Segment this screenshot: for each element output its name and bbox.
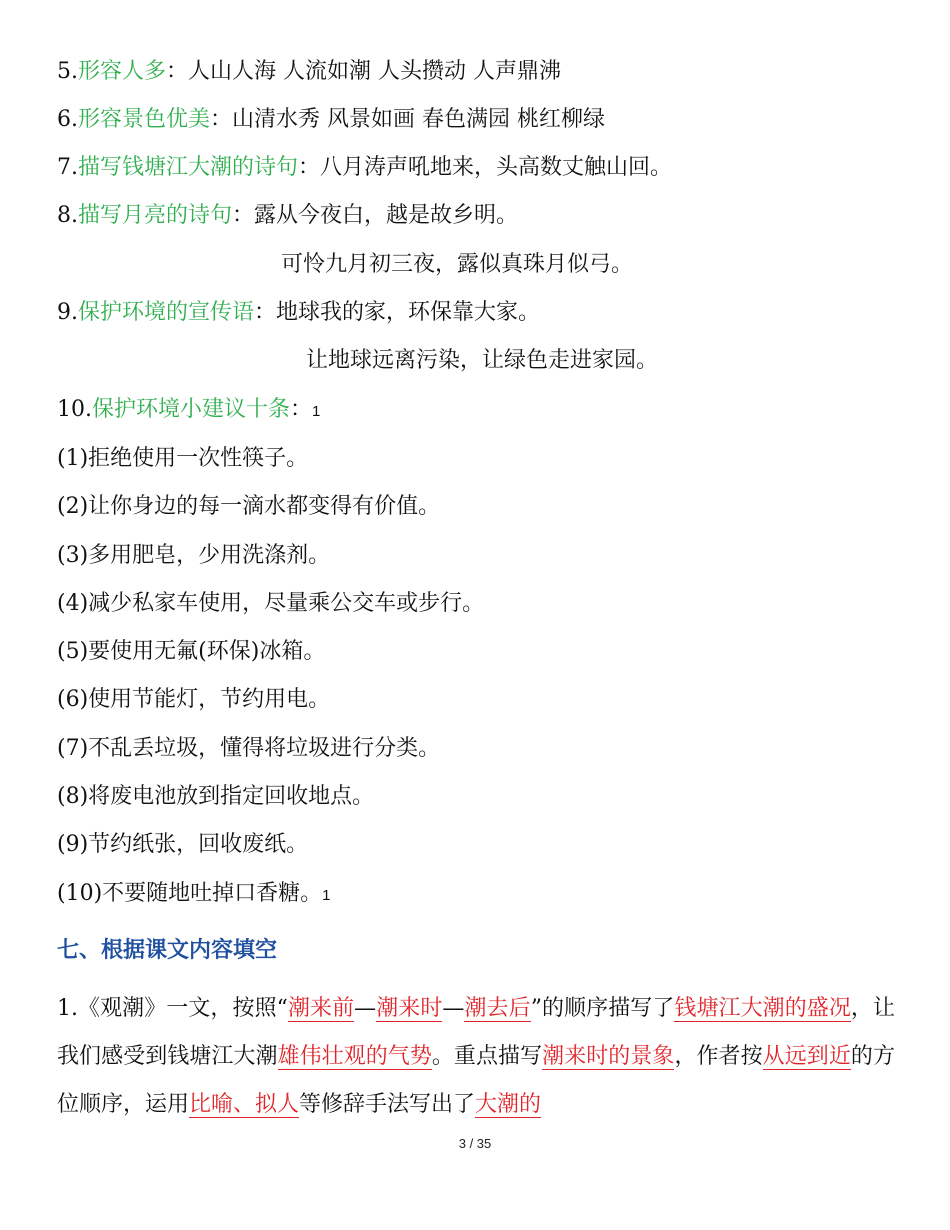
item-text: 山清水秀 风景如画 春色满园 桃红柳绿: [232, 107, 606, 132]
item-number: 6.: [57, 107, 78, 132]
tip-item: (3)多用肥皂，少用洗涤剂。: [57, 543, 331, 568]
item-number: 5.: [57, 59, 78, 84]
item-9: 9.保护环境的宣传语：地球我的家，环保靠大家。: [57, 300, 541, 325]
tip-item: (1)拒绝使用一次性筷子。: [57, 446, 309, 471]
item-6: 6.形容景色优美：山清水秀 风景如画 春色满园 桃红柳绿: [57, 107, 606, 132]
tip-item: (6)使用节能灯，节约用电。: [57, 687, 331, 712]
item-label: 形容人多: [78, 59, 167, 84]
answer: 潮来时: [376, 996, 443, 1021]
fill-in-paragraph: 1.《观潮》一文，按照“潮来前—潮来时—潮去后”的顺序描写了钱塘江大潮的盛况，让我们感受到钱塘江大潮雄伟壮观的气势。重点描写潮来时的景象，作者按从远到近的方位顺序，运用比喻、拟人等修辞手法写出了大潮的: [57, 996, 895, 1117]
item-text: 露从今夜白，越是故乡明。: [254, 203, 519, 228]
item-text: 八月涛声吼地来，头高数丈触山回。: [320, 155, 673, 180]
page-number: 3 / 35: [458, 1136, 492, 1151]
item-number: 10.: [57, 397, 92, 422]
section-heading: 七、根据课文内容填空: [57, 938, 278, 963]
marker: 1: [322, 887, 331, 904]
answer: 比喻、拟人: [189, 1092, 300, 1117]
item-9-continuation: 让地球远离污染，让绿色走进家园。: [306, 348, 659, 373]
answer: 钱塘江大潮的盛况: [674, 996, 851, 1021]
item-label: 形容景色优美: [78, 107, 211, 132]
marker: 1: [312, 403, 321, 420]
answer: 潮来时的景象: [542, 1044, 675, 1069]
answer: 雄伟壮观的气势: [277, 1044, 432, 1069]
item-text: 地球我的家，环保靠大家。: [276, 300, 541, 325]
item-number: 7.: [57, 155, 78, 180]
item-8: 8.描写月亮的诗句：露从今夜白，越是故乡明。: [57, 203, 519, 228]
answer: 潮去后: [464, 996, 531, 1021]
tip-item: (10)不要随地吐掉口香糖。1: [57, 881, 331, 906]
tip-item: (2)让你身边的每一滴水都变得有价值。: [57, 494, 441, 519]
item-number: 8.: [57, 203, 78, 228]
item-10: 10.保护环境小建议十条：1: [57, 397, 321, 422]
tip-item: (7)不乱丢垃圾，懂得将垃圾进行分类。: [57, 736, 441, 761]
item-label: 保护环境小建议十条: [92, 397, 291, 422]
item-5: 5.形容人多：人山人海 人流如潮 人头攒动 人声鼎沸: [57, 59, 562, 84]
tip-item: (5)要使用无氟(环保)冰箱。: [57, 639, 326, 664]
answer: 大潮的: [475, 1092, 542, 1117]
item-number: 9.: [57, 300, 78, 325]
answer: 从远到近: [762, 1044, 851, 1069]
item-text: 人山人海 人流如潮 人头攒动 人声鼎沸: [188, 59, 562, 84]
tip-item: (8)将废电池放到指定回收地点。: [57, 784, 375, 809]
item-7: 7.描写钱塘江大潮的诗句：八月涛声吼地来，头高数丈触山回。: [57, 155, 673, 180]
item-8-continuation: 可怜九月初三夜，露似真珠月似弓。: [281, 252, 634, 277]
item-label: 描写月亮的诗句: [78, 203, 233, 228]
item-label: 保护环境的宣传语: [78, 300, 255, 325]
item-label: 描写钱塘江大潮的诗句: [78, 155, 299, 180]
answer: 潮来前: [287, 996, 355, 1021]
tip-item: (9)节约纸张，回收废纸。: [57, 832, 309, 857]
tip-item: (4)减少私家车使用，尽量乘公交车或步行。: [57, 591, 485, 616]
